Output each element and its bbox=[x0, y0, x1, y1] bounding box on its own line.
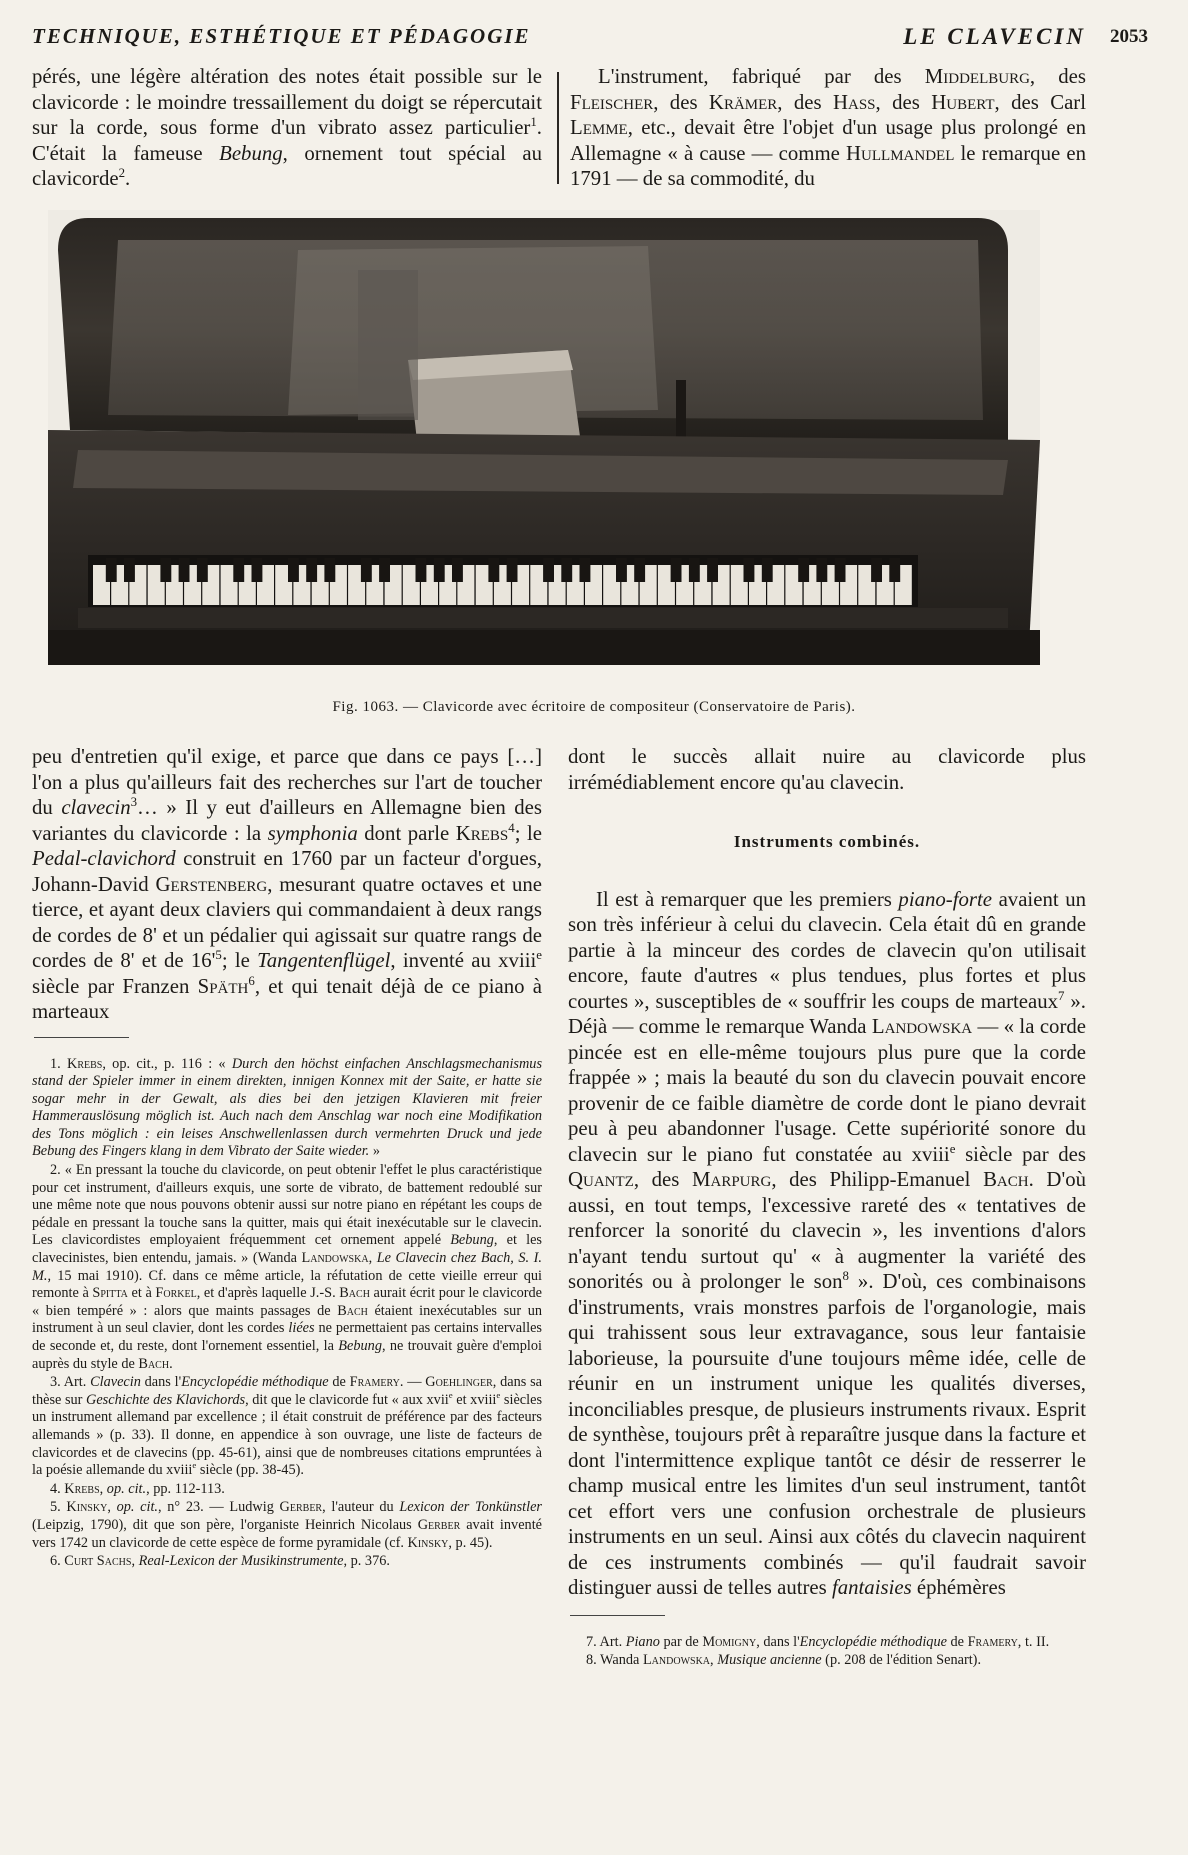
black-key bbox=[179, 558, 190, 582]
figure-caption: Fig. 1063. — Clavicorde avec écritoire de compositeur (Conservatoire de Paris). bbox=[332, 699, 856, 715]
header-left-title: TECHNIQUE, ESTHÉTIQUE ET PÉDAGOGIE bbox=[32, 24, 531, 48]
black-key bbox=[762, 558, 773, 582]
footnotes-rule bbox=[34, 1037, 129, 1038]
black-key bbox=[361, 558, 372, 582]
black-key bbox=[580, 558, 591, 582]
footnote-3: 3. Art. Clavecin dans l'Encyclopédie méthodique de Framery. — Goehlinger, dans sa thèse sur Geschichte des Klavichords, dit que le clavicorde fut « aux xvii$^e$ et xviii$^e$ siècles un instrument allemand par excellence ; il était construit de préférence par des facteurs allemands » (p. 33). Il donne, en appendice à son ouvrage, une liste de facteurs de clavicordes et de clavecins (pp. 45-61), ainsi que de nombreuses citations empruntées à la poésie allemande du xviii$^e$ siècle (pp. 38-45). bbox=[32, 1374, 543, 1479]
footnotes-right bbox=[568, 1634, 1086, 1670]
footnote-6: 6. Curt Sachs, Real-Lexicon der Musikinstrumente, p. 376. bbox=[50, 1553, 390, 1570]
black-key bbox=[816, 558, 827, 582]
top-right-paragraph: L'instrument, fabriqué par des Middelburg, des Fleischer, des Krämer, des Hass, des Hubert, des Carl Lemme, etc., devait être l'objet d'un usage plus prolongé en Allemagne « à cause — comme Hullmandel le remarque en 1791 — de sa commodité, du bbox=[570, 65, 1086, 190]
black-key bbox=[671, 558, 682, 582]
black-key bbox=[124, 558, 135, 582]
black-key bbox=[434, 558, 445, 582]
right-paragraph-1: dont le succès allait nuire au clavicorde plus irrémédiablement encore qu'au clavecin. bbox=[568, 745, 1086, 794]
left-body-paragraph: peu d'entretien qu'il exige, et parce que dans ce pays […] l'on a plus qu'ailleurs fait des recherches sur l'art de toucher du clavecin$^3$… » Il y eut d'ailleurs en Allemagne bien des variantes du clavicorde : la symphonia dont parle Krebs$^4$; le Pedal-clavichord construit en 1760 par un facteur d'orgues, Johann-David Gerstenberg, mesurant quatre octaves et une tierce, et ayant deux claviers qui commandaient à deux rangs de cordes de 8' et un pédalier qui agissait sur quatre rangs de cordes de 8' et de $16'^5$; le Tangentenflügel, inventé au xviii$^e$ siècle par Franzen Späth$^6$, et qui tenait déjà de ce piano à marteaux 1. Krebs, op. cit., p. 116 : « Durch den höchst einfachen Anschlagsmechanismus stand der Spieler immer in einem direkten, innigen Konnex mit der Saite, er hatte sie sogar mehr in der Gewalt, als dies bei den jetzigen Klavieren mit freier Hammerauslösung möglich ist. Auch nach dem Anschlag war noch eine Modifikation des Tons möglich : ein leises Anschwellenlassen durch vermehrten Druck und jede Bebung des Fingers klang in dem Vibrato der Saite wieder. » 2. « En pressant la touche du clavicorde, on peut obtenir l'effet le plus caractéristique pour cet instrument, d'ailleurs exquis, une sorte de vibrato, de battement redoublé sur une même note que nous pouvons obtenir aussi sur notre piano en répétant les coups de pédale en pressant la touche sans la quitter, mais qui était inexécutable sur le clavecin. Les clavicordistes employaient fréquemment cet ornement appelé Bebung, et les clavecinistes, bien entendu, jamais. » (Wanda Landowska, Le Clavecin chez Bach, S. I. M., 15 mai 1910). Cf. dans ce même article, la réfutation de cette vieille erreur qui remonte à Spitta et à Forkel, et d'après laquelle J.-S. Bach aurait écrit pour le clavicorde « bien tempéré » : alors que maints passages de Bach étaient inexécutables sur un instrument à un seul clavier, dont les cordes liées ne permettaient pas certains intervalles de seconde et, du reste, dont l'ornement essentiel, la Bebung, ne trouvait guère d'emploi auprès du style de Bach. 3. Art. Clavecin dans l'Encyclopédie méthodique de Framery. — Goehlinger, dans sa thèse sur Geschichte des Klavichords, dit que le clavicorde fut « aux xvii$^e$ et xviii$^e$ siècles un instrument allemand par excellence ; il était construit de préférence par des facteurs allemands » (p. 33). Il donne, en appendice à son ouvrage, une liste de facteurs de clavicordes et de clavecins (pp. 45-61), ainsi que de nombreuses citations empruntées à la poésie allemande du xviii$^e$ siècle (pp. 38-45). 4. Krebs, op. cit., pp. 112-113. 5. Kinsky, op. cit., n° 23. — Ludwig Gerber, l'auteur du Lexicon der Tonkünstler (Leipzig, 1790), dit que son père, l'organiste Heinrich Nicolaus Gerber avait inventé vers 1742 un clavicorde de cette espèce de forme pyramidale (cf. Kinsky, p. 45). 6. Curt Sachs, Real-Lexicon der Musikinstrumente, p. 376. bbox=[32, 745, 543, 1570]
black-key bbox=[889, 558, 900, 582]
footnote-1: 1. Krebs, op. cit., p. 116 : « Durch den höchst einfachen Anschlagsmechanismus stand der Spieler immer in einem direkten, innigen Konnex mit der Saite, er hatte sie sogar mehr in der Gewalt, als dies bei den jetzigen Klavieren mit freier Hammerauslösung möglich ist. Auch nach dem Anschlag war noch eine Modifikation des Tons möglich : ein leises Anschwellenlassen durch vermehrten Druck und jede Bebung des Fingers klang in dem Vibrato der Saite wieder. » bbox=[32, 1055, 543, 1160]
right-body-column bbox=[568, 744, 1086, 1671]
footnote-5: 5. Kinsky, op. cit., n° 23. — Ludwig Gerber, l'auteur du Lexicon der Tonkünstler (Leipzig, 1790), dit que son père, l'organiste Heinrich Nicolaus Gerber avait inventé vers 1742 un clavicorde de cette espèce de forme pyramidale (cf. Kinsky, p. 45). bbox=[32, 1499, 543, 1551]
page-number: 2053 bbox=[1110, 26, 1148, 47]
column-divider bbox=[557, 72, 559, 184]
black-key bbox=[452, 558, 463, 582]
black-key bbox=[689, 558, 700, 582]
black-key bbox=[488, 558, 499, 582]
footnote-ref[interactable]: 2 bbox=[118, 166, 126, 181]
black-key bbox=[416, 558, 427, 582]
black-key bbox=[306, 558, 317, 582]
footnote-ref[interactable]: 3 bbox=[130, 795, 138, 810]
header-right-title: LE CLAVECIN bbox=[903, 24, 1086, 49]
black-key bbox=[561, 558, 572, 582]
black-key bbox=[288, 558, 299, 582]
black-key bbox=[744, 558, 755, 582]
footnote-ref[interactable]: 7 bbox=[1058, 988, 1065, 1003]
black-key bbox=[252, 558, 263, 582]
black-key bbox=[707, 558, 718, 582]
footnote-7: 7. Art. Piano par de Momigny, dans l'Encyclopédie méthodique de Framery, t. II. bbox=[586, 1633, 1050, 1650]
black-key bbox=[197, 558, 208, 582]
footnote-ref[interactable]: 8 bbox=[842, 1269, 849, 1284]
black-key bbox=[835, 558, 846, 582]
top-left-paragraph: pérés, une légère altération des notes était possible sur le clavicorde : le moindre tressaillement du doigt se répercutait sur la corde, sous forme d'un vibrato assez particulier$^1$. C'était la fameuse Bebung, ornement tout spécial au clavicorde$^2$. bbox=[32, 65, 542, 190]
running-header bbox=[32, 24, 1148, 54]
right-paragraph-2: Il est à remarquer que les premiers piano-forte avaient un son très inférieur à celui du clavecin. Cela était dû en grande partie à la minceur des cordes de clavecin qu'on utilisait encore, faute d'autres « plus tendues, plus fortes et plus courtes », susceptibles de « souffrir les coups de marteaux$^7$ ». Déjà — comme le remarque Wanda Landowska — « la corde pincée est en elle-même toujours plus pure que la corde frappée » ; mais la beauté du son du clavecin pouvait encore provenir de ce faible diamètre de corde dont le piano devrait peu à peu abandonner l'usage. Cette supériorité sonore du clavecin sur le piano fut constatée au xviii$^e$ siècle par des Quantz, des Marpurg, des Philipp-Emanuel Bach. D'où aussi, en tout temps, l'excessive rareté des « tentatives de renforcer la sonorité du clavecin », les inventions d'alors n'ayant tendu surtout qu' « à augmenter la variété des sonorités ou à prolonger le son$^8$ ». D'où, ces combinaisons d'instruments, vrais monstres parfois de l'organologie, mais qui trahissent sous leur extravagance, sous leur fantaisie laborieuse, la poursuite d'une toujours même idée, celle de réunir en un instrument unique les qualités diverses, inconciliables presque, de plusieurs instruments rivaux. Esprit de synthèse, toujours prêt à reparaître jusque dans la facture et dont l'intermittence explique tantôt ce désir de resserrer le champ musical entre les limites d'un seul instrument, tantôt cet effort vers une confusion orchestrale de plusieurs instruments en un seul. Ainsi aux côtés du clavecin naquirent de ces instruments combinés — qu'il faudrait savoir distinguer aussi de telles autres fantaisies éphémères bbox=[568, 887, 1087, 1599]
black-key bbox=[616, 558, 627, 582]
footnote-8: 8. Wanda Landowska, Musique ancienne (p. 208 de l'édition Senart). bbox=[586, 1652, 982, 1669]
black-key bbox=[871, 558, 882, 582]
footnote-4: 4. Krebs, op. cit., pp. 112-113. bbox=[50, 1480, 225, 1497]
clavichord-photo bbox=[48, 210, 1040, 665]
footnotes-left bbox=[32, 1056, 542, 1571]
black-key bbox=[160, 558, 171, 582]
footnotes-rule bbox=[570, 1615, 665, 1616]
footnote-ref[interactable]: 4 bbox=[508, 820, 515, 835]
section-title: Instruments combinés. bbox=[733, 832, 921, 851]
black-key bbox=[543, 558, 554, 582]
footnote-2: 2. « En pressant la touche du clavicorde, on peut obtenir l'effet le plus caractéristique pour cet instrument, d'ailleurs exquis, une sorte de vibrato, de battement redoublé sur une même note que nous pouvons obtenir aussi sur notre piano en répétant les coups de pédale en pressant la touche sans la quitter, mais qui était inexécutable sur le clavecin. Les clavicordistes employaient fréquemment cet ornement appelé Bebung, et les clavecinistes, bien entendu, jamais. » (Wanda Landowska, Le Clavecin chez Bach, S. I. M., 15 mai 1910). Cf. dans ce même article, la réfutation de cette vieille erreur qui remonte à Spitta et à Forkel, et d'après laquelle J.-S. Bach aurait écrit pour le clavicorde « bien tempéré » : alors que maints passages de Bach étaient inexécutables sur un instrument à un seul clavier, dont les cordes liées ne permettaient pas certains intervalles de seconde et, du reste, dont l'ornement essentiel, la Bebung, ne trouvait guère d'emploi auprès du style de Bach. bbox=[32, 1162, 543, 1372]
black-key bbox=[233, 558, 244, 582]
black-key bbox=[634, 558, 645, 582]
black-key bbox=[106, 558, 117, 582]
black-key bbox=[379, 558, 390, 582]
footnote-ref[interactable]: 6 bbox=[248, 973, 255, 988]
footnote-ref[interactable]: 5 bbox=[215, 948, 222, 963]
keyboard bbox=[93, 558, 912, 605]
black-key bbox=[798, 558, 809, 582]
black-key bbox=[324, 558, 335, 582]
black-key bbox=[507, 558, 518, 582]
footnote-ref[interactable]: 1 bbox=[530, 115, 537, 130]
